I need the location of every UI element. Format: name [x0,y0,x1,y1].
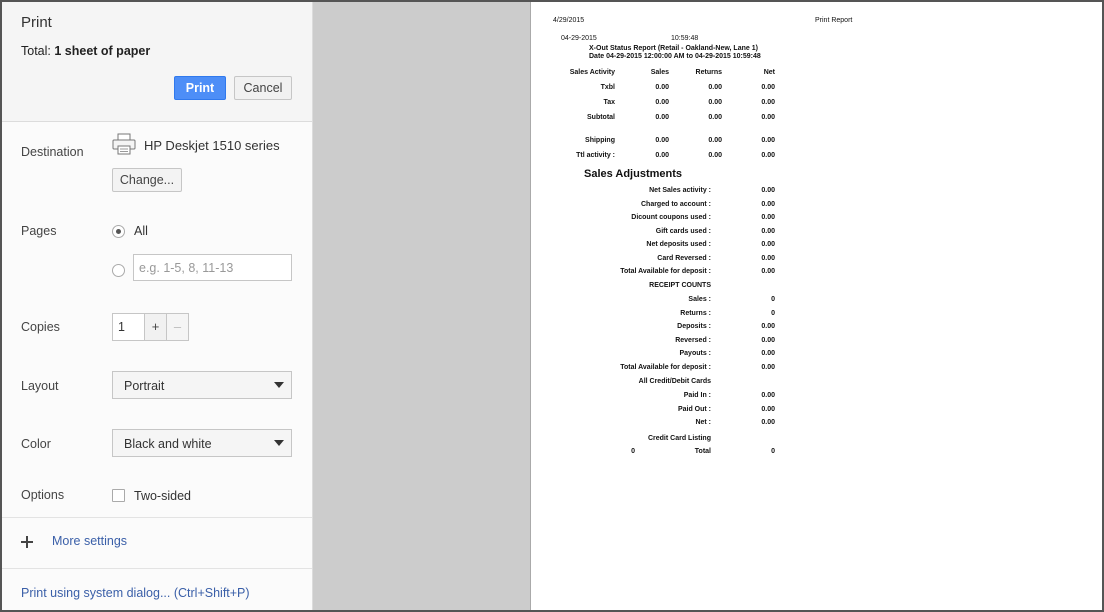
receipt-label: Total Available for deposit : [620,363,711,371]
print-preview-area [313,2,1104,610]
receipt-value: 0.00 [761,323,775,330]
receipt-value: 0.00 [761,363,775,371]
layout-select[interactable] [112,371,292,399]
activity-header: Net [763,69,775,76]
divider [2,568,312,569]
chevron-down-icon [274,440,284,446]
cards-label: Net : [695,419,711,426]
divider [2,517,312,518]
cc-heading: Credit Card Listing [647,435,711,442]
copies-increment-button[interactable]: + [144,313,167,341]
adjustments-heading: Sales Adjustments [584,168,683,180]
header-title: Print Report [815,17,853,24]
chevron-down-icon [274,382,284,388]
cc-total-label: Total [694,448,711,455]
activity-cell: Subtotal [587,114,615,121]
pages-custom-radio[interactable] [112,264,125,277]
pages-all-radio[interactable] [112,225,125,238]
adjustment-value: 0.00 [761,254,775,262]
report-date: 04-29-2015 [561,35,597,42]
dialog-title: Print [21,14,52,31]
activity-cell: 0.00 [761,137,775,144]
receipt-label: Reversed : [675,336,711,344]
activity-cell: 0.00 [655,152,669,159]
activity-cell: 0.00 [655,99,669,106]
report-title: X-Out Status Report (Retail - Oakland-New, Lane 1) [589,45,758,52]
receipt-label: Deposits : [677,323,711,330]
total-prefix: Total: [21,44,55,58]
adjustment-value: 0.00 [761,200,775,208]
receipt-label: Returns : [680,309,711,317]
activity-cell: 0.00 [761,114,775,121]
color-label: Color [21,437,51,451]
cards-heading: All Credit/Debit Cards [638,378,711,385]
activity-cell: Shipping [585,137,615,144]
cards-value: 0.00 [761,405,775,413]
destination-label: Destination [21,145,84,159]
pages-all-label: All [134,224,148,238]
cancel-button[interactable]: Cancel [234,76,292,100]
activity-cell: 0.00 [708,137,722,144]
receipt-label: Sales : [688,296,711,303]
options-label: Options [21,488,65,502]
adjustment-label: Gift cards used : [655,227,711,235]
color-value: Black and white [124,437,212,451]
change-destination-button[interactable]: Change... [112,168,182,192]
copies-decrement-button[interactable]: – [166,313,189,341]
two-sided-label: Two-sided [134,489,191,503]
receipt-heading: RECEIPT COUNTS [649,282,711,289]
activity-cell: 0.00 [655,84,669,91]
cards-value: 0.00 [761,392,775,399]
cc-total-value: 0 [771,448,775,455]
activity-cell: 0.00 [655,114,669,121]
activity-header: Returns [695,69,722,76]
pages-label: Pages [21,224,57,238]
cards-label: Paid In : [683,392,711,399]
receipt-value: 0 [771,296,775,303]
adjustment-value: 0.00 [761,214,775,221]
adjustment-label: Net deposits used : [646,241,711,248]
receipt-value: 0.00 [761,336,775,344]
adjustment-label: Charged to account : [640,200,711,208]
report-range: Date 04-29-2015 12:00:00 AM to 04-29-2015 10:59:48 [589,53,761,60]
sidebar-header [2,2,312,122]
cards-label: Paid Out : [677,405,711,413]
print-settings-sidebar [2,2,313,610]
adjustment-value: 0.00 [761,268,775,275]
plus-icon[interactable] [21,536,33,548]
sheet-total [21,44,150,58]
activity-cell: 0.00 [708,114,722,121]
copies-label: Copies [21,320,60,334]
adjustment-value: 0.00 [761,187,775,194]
report-time: 10:59:48 [671,35,699,42]
print-button[interactable]: Print [174,76,226,100]
adjustment-label: Net Sales activity : [649,187,711,194]
activity-cell: 0.00 [761,99,775,106]
adjustment-label: Total Available for deposit : [620,268,711,275]
activity-cell: Txbl [600,84,615,91]
activity-header: Sales Activity [569,69,615,76]
receipt-value: 0 [771,309,775,317]
receipt-label: Payouts : [679,350,711,357]
printer-icon [112,133,136,155]
cc-count: 0 [631,448,635,455]
activity-cell: Ttl activity : [576,152,615,159]
activity-cell: 0.00 [708,84,722,91]
layout-value: Portrait [124,379,165,393]
adjustment-value: 0.00 [761,241,775,248]
activity-cell: 0.00 [761,84,775,91]
total-value: 1 sheet of paper [54,44,151,58]
system-dialog-link[interactable]: Print using system dialog... (Ctrl+Shift+P) [21,586,250,600]
cards-value: 0.00 [761,419,775,426]
preview-page [530,2,1104,610]
activity-header: Sales [650,69,669,76]
activity-cell: 0.00 [655,137,669,144]
adjustment-label: Dicount coupons used : [631,214,711,221]
printer-name: HP Deskjet 1510 series [144,138,280,153]
adjustment-label: Card Reversed : [657,254,711,262]
adjustment-value: 0.00 [761,227,775,235]
layout-label: Layout [21,379,59,393]
copies-input[interactable]: 1 [112,313,145,341]
activity-cell: 0.00 [708,99,722,106]
activity-cell: 0.00 [761,152,775,159]
header-date: 4/29/2015 [553,17,585,24]
activity-cell: Tax [603,99,615,106]
more-settings-link[interactable]: More settings [52,534,128,548]
two-sided-checkbox[interactable] [112,489,125,502]
color-select[interactable] [112,429,292,457]
receipt-value: 0.00 [761,350,775,357]
pages-range-input[interactable]: e.g. 1-5, 8, 11-13 [133,254,292,281]
activity-cell: 0.00 [708,152,722,159]
